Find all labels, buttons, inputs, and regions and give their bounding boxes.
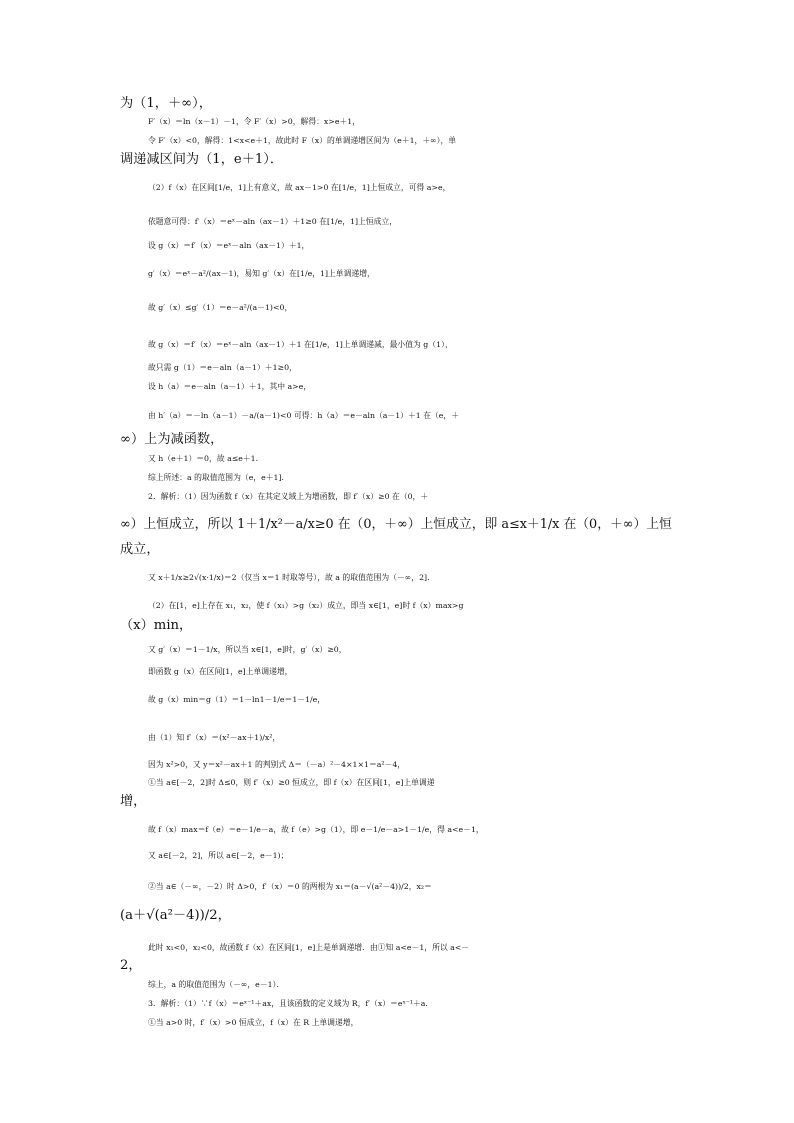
text-line-8: g′（x）＝eˣ－a²/(ax－1)，易知 g′（x）在[1/e，1]上单调递增，: [148, 269, 375, 278]
text-line-2: F′（x）＝ln（x－1）－1，令 F′（x）>0，解得：x>e＋1，: [148, 117, 361, 126]
text-line-29: 增，: [120, 794, 147, 809]
text-line-1: 为（1，＋∞），: [120, 96, 212, 111]
text-line-27: 因为 x²>0，又 y＝x²－ax＋1 的判别式 Δ＝（－a）²－4×1×1＝a²－4，: [148, 760, 406, 769]
text-line-34: 此时 x₁<0，x₂<0，故函数 f（x）在区间[1，e]上是单调递增．由①知 a<e－1，所以 a<－: [148, 943, 470, 952]
text-line-36: 综上，a 的取值范围为（－∞，e－1）．: [148, 980, 285, 989]
text-line-11: 故只需 g（1）＝e－aln（a－1）＋1≥0，: [148, 363, 297, 372]
text-line-14: ∞）上为减函数，: [120, 432, 224, 447]
text-line-13: 由 h′（a）＝－ln（a－1）－a/(a－1)<0 可得：h（a）＝e－aln（a－1）＋1 在（e，＋: [148, 411, 460, 420]
text-line-6: 依题意可得：f′（x）＝eˣ－aln（ax－1）＋1≥0 在[1/e，1]上恒成立，: [148, 217, 398, 226]
text-line-4: 调递减区间为（1，e＋1）．: [120, 152, 284, 167]
text-line-22: （x）min，: [120, 618, 193, 633]
text-line-18: ∞）上恒成立，所以 1＋1/x²－a/x≥0 在（0，＋∞）上恒成立，即 a≤x＋1/x 在（0，＋∞）上恒: [120, 517, 672, 532]
text-line-35: 2，: [120, 958, 142, 973]
text-line-10: 故 g（x）＝f′（x）＝eˣ－aln（ax－1）＋1 在[1/e，1]上单调递减，最小值为 g（1），: [148, 340, 453, 349]
text-line-32: ②当 a∈（－∞，－2）时 Δ>0，f′（x）＝0 的两根为 x₁＝(a－√(a²－4))/2，x₂＝: [148, 882, 432, 891]
text-line-5: （2）f（x）在区间[1/e，1]上有意义，故 ax－1>0 在[1/e，1]上恒成立，可得 a>e，: [148, 183, 451, 192]
text-line-16: 综上所述：a 的取值范围为（e，e＋1]．: [148, 473, 290, 482]
text-line-31: 又 a∈[－2，2]，所以 a∈[－2，e－1)；: [148, 851, 289, 860]
text-line-9: 故 g′（x）≤g′（1）＝e－a²/(a－1)<0，: [148, 303, 293, 312]
text-line-25: 故 g（x）min＝g（1）＝1－ln1－1/e＝1－1/e，: [148, 695, 326, 704]
text-line-21: （2）在[1，e]上存在 x₁，x₂，使 f（x₁）>g（x₂）成立，即当 x∈[1，e]时 f（x）max>g: [148, 601, 464, 610]
text-line-3: 令 F′（x）<0，解得：1<x<e＋1，故此时 F（x）的单调递增区间为（e＋1，＋∞），单: [148, 136, 457, 145]
text-line-23: 又 g′（x）＝1－1/x，所以当 x∈[1，e]时，g′（x）≥0，: [148, 645, 347, 654]
text-line-12: 设 h（a）＝e－aln（a－1）＋1，其中 a>e，: [148, 382, 312, 391]
text-line-38: ①当 a>0 时，f′（x）>0 恒成立，f（x）在 R 上单调递增，: [148, 1018, 359, 1027]
text-line-33: (a＋√(a²－4))/2，: [120, 908, 231, 923]
text-line-30: 故 f（x）max＝f（e）＝e－1/e－a，故 f（e）>g（1），即 e－1/e－a>1－1/e，得 a<e－1，: [148, 825, 484, 834]
text-line-7: 设 g（x）＝f′（x）＝eˣ－aln（ax－1）＋1，: [148, 241, 310, 250]
text-line-28: ①当 a∈[－2，2]时 Δ≤0，则 f′（x）≥0 恒成立，即 f（x）在区间[1，e]上单调递: [148, 778, 435, 787]
text-line-24: 即函数 g（x）在区间[1，e]上单调递增，: [148, 667, 293, 676]
text-line-17: 2．解析：（1）因为函数 f（x）在其定义域上为增函数，即 f′（x）≥0 在（0，＋: [148, 492, 429, 501]
text-line-19: 成立，: [120, 542, 160, 557]
text-line-15: 又 h（e＋1）＝0，故 a≤e＋1．: [148, 454, 264, 463]
text-line-20: 又 x＋1/x≥2√(x·1/x)＝2（仅当 x＝1 时取等号），故 a 的取值范围为（－∞，2]．: [148, 573, 435, 582]
text-line-37: 3．解析：（1）∵f（x）＝eˣ⁻¹＋ax，且该函数的定义域为 R，f′（x）＝eˣ⁻¹＋a．: [148, 999, 434, 1008]
text-line-26: 由（1）知 f′（x）＝(x²－ax＋1)/x²，: [148, 733, 281, 742]
